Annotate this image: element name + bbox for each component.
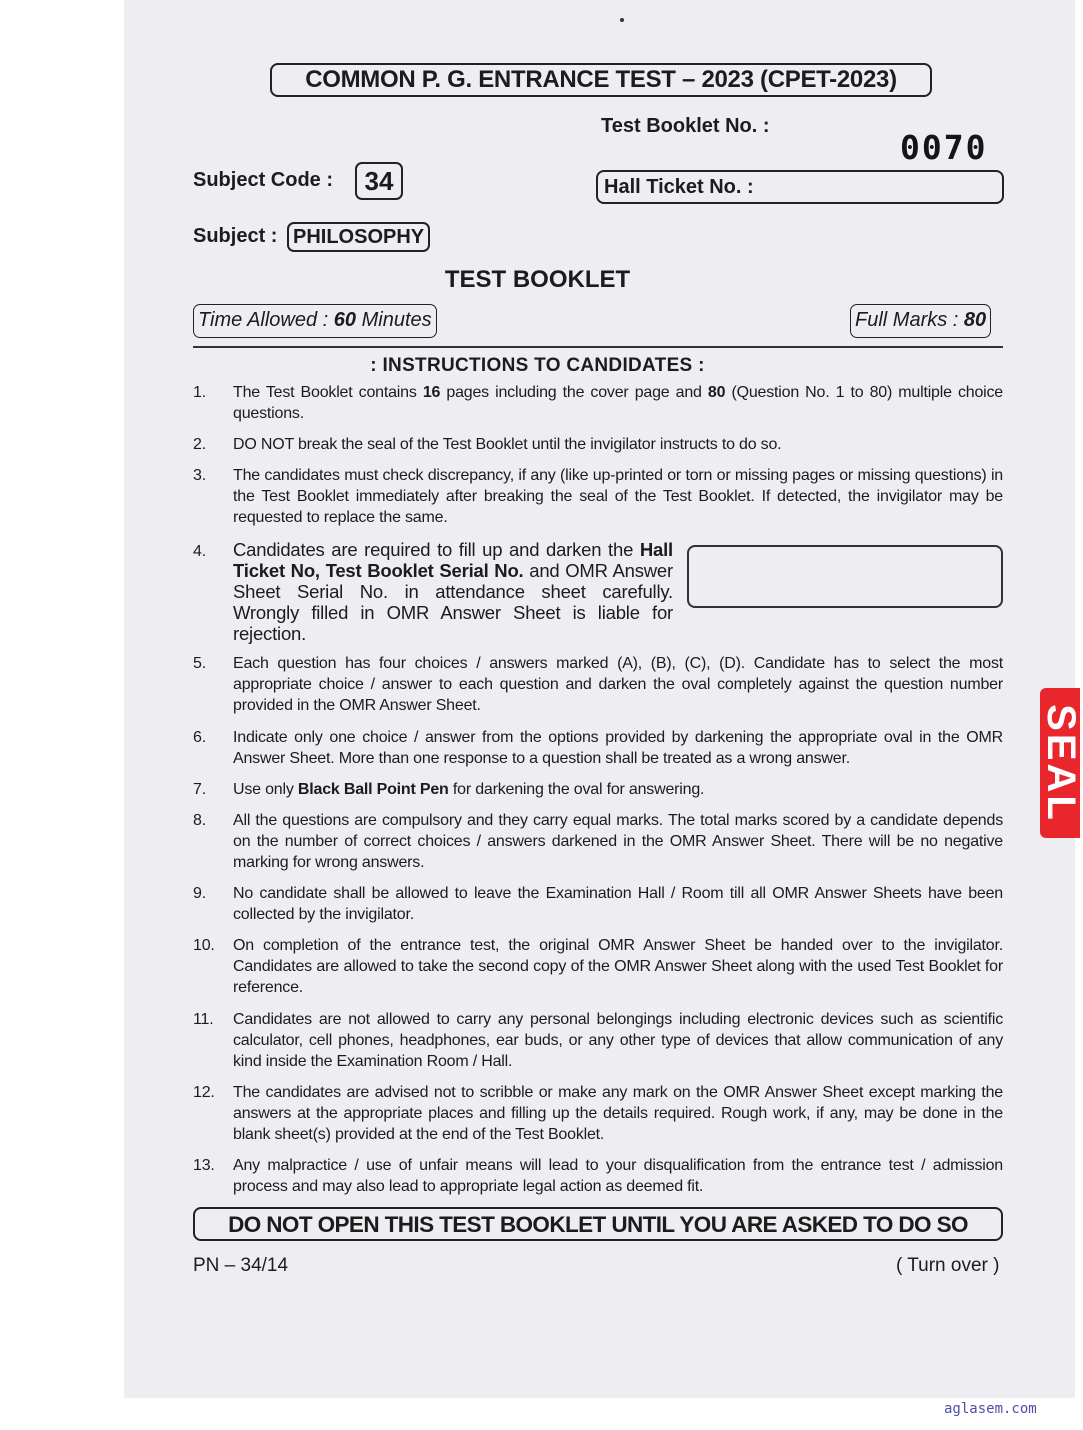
instruction-number: 3. [193,467,206,484]
ink-dot [620,18,624,22]
booklet-no-label: Test Booklet No. : [601,115,770,137]
paper-code: PN – 34/14 [193,1255,289,1276]
instruction-item [193,935,1003,998]
booklet-no-value: 0070 [900,128,988,167]
hall-ticket-field[interactable] [596,170,1004,204]
instruction-number: 13. [193,1157,215,1174]
instruction-number: 8. [193,812,206,829]
instruction-item [193,883,1003,925]
instruction-number: 5. [193,655,206,672]
instruction-text: Any malpractice / use of unfair means will lead to your disqualification from the entrance test / admission process and may also lead to appropriate legal action as deemed fit. [233,1157,1003,1195]
instruction-number: 7. [193,781,206,798]
instruction-text: No candidate shall be allowed to leave the Examination Hall / Room till all OMR Answer Sheets have been collected by the invigilator. [233,885,1003,923]
instruction-item: 7. Use only Black Ball Point Pen for darkening the oval for answering. [193,781,705,798]
hall-ticket-label: Hall Ticket No. : [604,176,754,198]
instruction-text: The candidates are advised not to scribble or make any mark on the OMR Answer Sheet except marking the answers at the appropriate places and filling up the details required. Rough work, if any, may be done in the blank sheet(s) provided at the end of the Test Booklet. [233,1084,1003,1143]
instruction-item [193,653,1003,716]
instruction-item [193,465,1003,528]
marks-value: 80 [963,309,987,331]
time-label: Time Allowed : [198,309,334,331]
subject-code-value: 34 [355,162,403,200]
instruction-item: 4. Candidates are required to fill up and darken the Hall Ticket No, Test Booklet Serial No. and OMR Answer Sheet Serial No. in attendance sheet carefully. Wrongly filled in OMR Answer Sheet is liable for rejection. [193,539,673,644]
instructions-title: : INSTRUCTIONS TO CANDIDATES : [370,355,705,376]
instruction-text: Candidates are not allowed to carry any personal belongings including electronic devices such as scientific calculator, cell phones, headphones, ear buds, or any other type of devices that allow communication of any kind inside the Examination Room / Hall. [233,1011,1003,1070]
instruction-text: On completion of the entrance test, the original OMR Answer Sheet be handed over to the invigilator. Candidates are allowed to take the second copy of the OMR Answer Sheet along with the used Test Booklet for reference. [233,937,1003,996]
instruction-number: 6. [193,729,206,746]
instruction-item [193,1082,1003,1145]
instruction-item: 1. The Test Booklet contains 16 pages including the cover page and 80 (Question No. 1 to 80) multiple choice questions. [193,384,1004,422]
instruction-item [193,1155,1003,1197]
subject-code-label: Subject Code : [193,169,334,191]
full-marks [850,304,991,338]
instruction-number: 10. [193,937,215,954]
instruction-number: 12. [193,1084,215,1101]
instruction-item [193,434,1003,455]
subject-label: Subject : [193,225,278,247]
time-unit: Minutes [356,309,432,331]
instruction-text: All the questions are compulsory and they carry equal marks. The total marks scored by a candidate depends on the number of correct choices / answers darkened in the OMR Answer Sheet. There will be no negative marking for wrong answers. [233,812,1003,871]
instruction-text: Each question has four choices / answers marked (A), (B), (C), (D). Candidate has to select the most appropriate choice / answer to each question and darken the oval completely against the question number provided in the OMR Answer Sheet. [233,655,1003,714]
instruction-text: The candidates must check discrepancy, if any (like up-printed or torn or missing pages or missing questions) in the Test Booklet immediately after breaking the seal of the Test Booklet. If detected, the invigilator may be requested to replace the same. [233,467,1003,526]
instruction-number: 1. [193,384,206,401]
time-allowed [193,304,437,338]
do-not-open-warning: DO NOT OPEN THIS TEST BOOKLET UNTIL YOU ARE ASKED TO DO SO [193,1207,1003,1241]
instruction-text: Indicate only one choice / answer from the options provided by darkening the appropriate oval in the OMR Answer Sheet. More than one response to a question shall be treated as a wrong answer. [233,729,1003,767]
instruction-text: DO NOT break the seal of the Test Booklet until the invigilator instructs to do so. [233,436,782,453]
seal-text: SEAL [1038,703,1083,823]
test-booklet-heading: TEST BOOKLET [444,266,631,293]
instruction-number: 2. [193,436,206,453]
instruction-item [193,810,1003,873]
marks-label: Full Marks : [855,309,964,331]
instruction-item [193,727,1003,769]
subject-value: PHILOSOPHY [287,222,430,252]
instruction-item [193,1009,1003,1072]
seal-sticker [1038,688,1083,838]
instruction-number: 9. [193,885,206,902]
divider [193,346,1003,348]
exam-title: COMMON P. G. ENTRANCE TEST – 2023 (CPET-2023) [270,63,932,97]
turn-over-note: ( Turn over ) [896,1255,1000,1276]
attendance-entry-box[interactable] [687,545,1003,608]
time-value: 60 [333,309,357,331]
site-watermark: aglasem.com [944,1401,1037,1417]
instruction-number: 4. [193,543,206,560]
instruction-number: 11. [193,1011,214,1028]
